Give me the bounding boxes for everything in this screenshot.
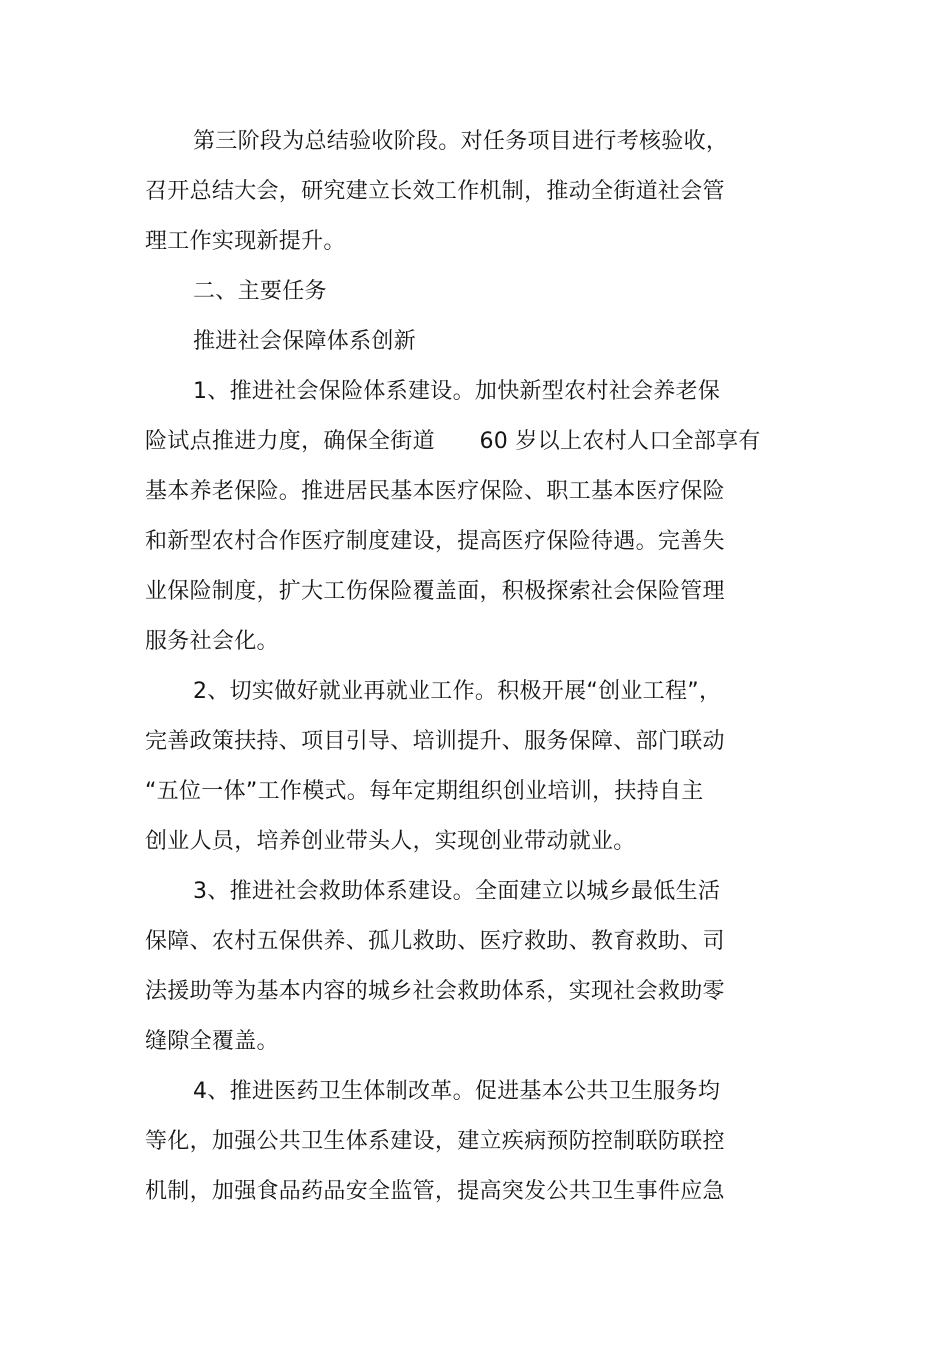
paragraph-line: 基本养老保险。推进居民基本医疗保险、职工基本医疗保险	[145, 479, 725, 504]
section-heading: 二、主要任务	[193, 279, 327, 304]
paragraph-line: 和新型农村合作医疗制度建设，提高医疗保险待遇。完善失	[145, 529, 725, 554]
paragraph-line: 等化，加强公共卫生体系建设，建立疾病预防控制联防联控	[145, 1129, 725, 1154]
paragraph-line: “五位一体”工作模式。每年定期组织创业培训，扶持自主	[145, 779, 704, 804]
paragraph-line: 1、推进社会保险体系建设。加快新型农村社会养老保	[193, 379, 721, 404]
paragraph-line: 机制，加强食品药品安全监管，提高突发公共卫生事件应急	[145, 1179, 725, 1204]
paragraph-line: 3、推进社会救助体系建设。全面建立以城乡最低生活	[193, 879, 721, 904]
paragraph-line: 2、切实做好就业再就业工作。积极开展“创业工程”，	[193, 679, 722, 704]
paragraph-line: 完善政策扶持、项目引导、培训提升、服务保障、部门联动	[145, 729, 725, 754]
paragraph-line: 第三阶段为总结验收阶段。对任务项目进行考核验收，	[193, 129, 729, 154]
subsection-heading: 推进社会保障体系创新	[193, 329, 417, 354]
paragraph-line: 法援助等为基本内容的城乡社会救助体系，实现社会救助零	[145, 979, 725, 1004]
paragraph-line: 保障、农村五保供养、孤儿救助、医疗救助、教育救助、司	[145, 929, 725, 954]
paragraph-line: 服务社会化。	[145, 629, 279, 654]
paragraph-line: 召开总结大会，研究建立长效工作机制，推动全街道社会管	[145, 179, 725, 204]
paragraph-line: 理工作实现新提升。	[145, 229, 346, 254]
paragraph-line: 4、推进医药卫生体制改革。促进基本公共卫生服务均	[193, 1079, 721, 1104]
paragraph-line: 险试点推进力度，确保全街道 60 岁以上农村人口全部享有	[145, 429, 761, 454]
paragraph-line: 业保险制度，扩大工伤保险覆盖面，积极探索社会保险管理	[145, 579, 725, 604]
paragraph-line: 创业人员，培养创业带头人，实现创业带动就业。	[145, 829, 636, 854]
paragraph-line: 缝隙全覆盖。	[145, 1029, 279, 1054]
